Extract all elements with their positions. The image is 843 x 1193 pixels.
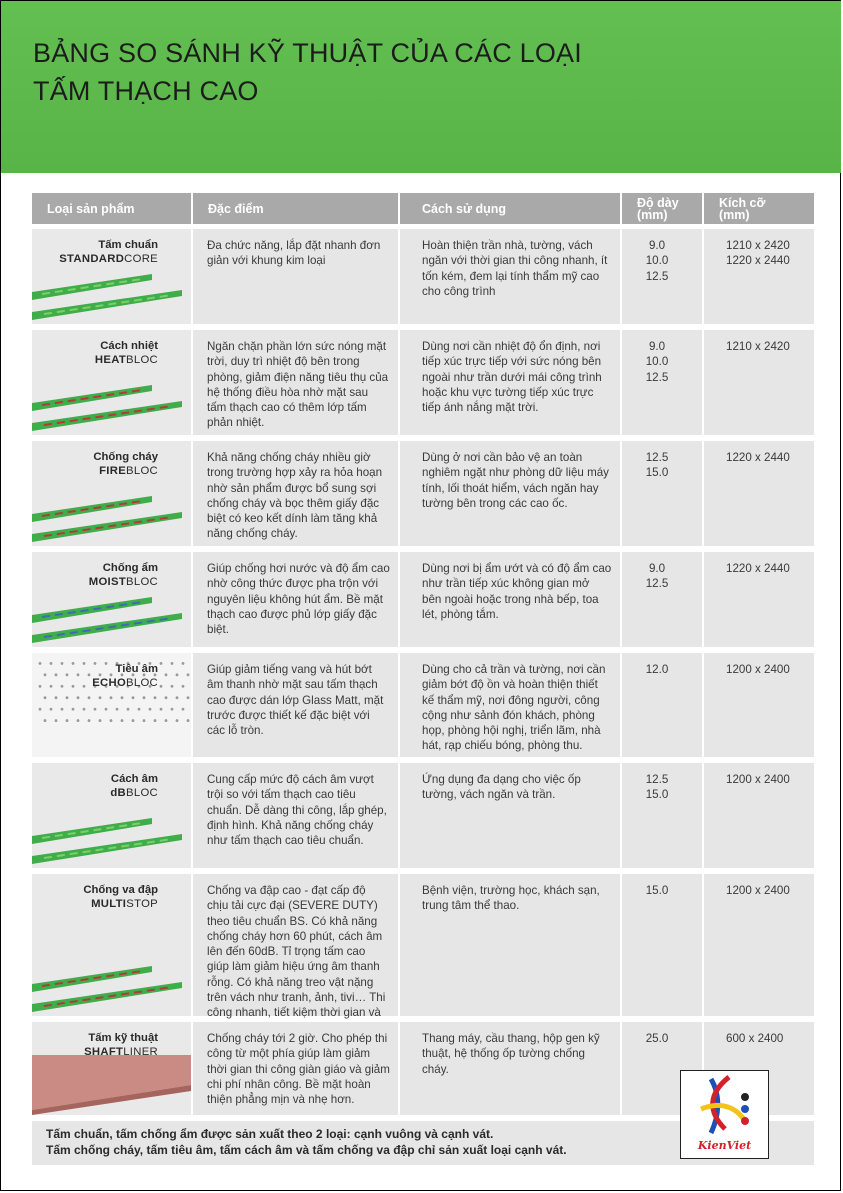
product-name xyxy=(32,772,158,800)
usage-cell: Dùng ở nơi cần bảo vệ an toàn nghiêm ngặt như phòng dữ liệu máy tính, lối thoát hiểm, vách ngăn hay tường bên trong các cao ốc. xyxy=(400,441,620,546)
thickness-cell xyxy=(622,229,702,324)
header-usage: Cách sử dụng xyxy=(400,193,620,224)
size-value: 600 x 2400 xyxy=(726,1032,784,1045)
thickness-value: 12.5 xyxy=(645,451,669,464)
product-code-bold: STANDARD xyxy=(59,253,125,265)
thickness-value: 25.0 xyxy=(645,1032,669,1045)
thickness-value: 12.0 xyxy=(645,663,669,676)
product-code-bold: FIRE xyxy=(99,465,127,477)
table-row xyxy=(32,330,814,435)
size-value: 1200 x 2400 xyxy=(726,773,790,786)
logo-mark-icon xyxy=(681,1071,768,1141)
product-code-bold: ECHO xyxy=(92,677,127,689)
product-code-bold: dB xyxy=(110,787,127,799)
product-name xyxy=(32,662,158,690)
thickness-cell xyxy=(622,874,702,1016)
size-cell xyxy=(704,229,814,324)
size-value: 1220 x 2440 xyxy=(726,254,790,268)
product-vn-name: Cách âm xyxy=(110,773,158,785)
header-thickness xyxy=(622,193,702,224)
table-row xyxy=(32,874,814,1020)
thickness-value: 12.5 xyxy=(645,370,669,384)
table-row xyxy=(32,552,814,647)
product-cell xyxy=(32,552,191,647)
thickness-cell xyxy=(622,653,702,757)
header-feature: Đặc điểm xyxy=(193,193,398,224)
product-code xyxy=(32,575,158,589)
board-illustration-icon xyxy=(32,1055,191,1115)
size-cell xyxy=(704,552,814,647)
table-row xyxy=(32,441,814,546)
product-vn-name: Tấm kỹ thuật xyxy=(88,1032,158,1044)
usage-cell: Hoàn thiện trần nhà, tường, vách ngăn với thời gian thi công nhanh, ít tốn kém, đem lại tính thẩm mỹ cao cho công trình xyxy=(400,229,620,324)
feature-cell: Chống va đập cao - đạt cấp độ chịu tải cực đại (SEVERE DUTY) theo tiêu chuẩn BS. Có khả năng chống cháy hơn 60 phút, cách âm lên đến 60dB. Tỉ trọng tấm cao giúp làm giảm hiệu ứng âm thanh rỗng. Có khả năng treo vật nặng trên vách như tranh, ảnh, tivi… Thi công nhanh, tiết kiệm thời gian và xyxy=(193,874,398,1016)
thickness-value: 15.0 xyxy=(645,788,669,802)
thickness-value: 15.0 xyxy=(645,884,669,897)
product-cell xyxy=(32,441,191,546)
feature-cell: Giúp giảm tiếng vang và hút bớt âm thanh nhờ mặt sau tấm thạch cao được dán lớp Glass Matt, mặt trước được thiết kế đặc biệt với các lỗ tròn. xyxy=(193,653,398,757)
size-value: 1200 x 2400 xyxy=(726,663,790,676)
product-vn-name: Tấm chuẩn xyxy=(98,239,158,251)
thickness-value: 9.0 xyxy=(648,340,666,353)
feature-cell: Ngăn chặn phần lớn sức nóng mặt trời, duy trì nhiệt độ bên trong phòng, giảm điện năng tiêu thụ của hệ thống điều hòa nhờ mặt sau tấm thạch cao có thêm lớp tấm phản nhiệt. xyxy=(193,330,398,435)
product-vn-name: Tiêu âm xyxy=(115,663,158,675)
product-name xyxy=(32,561,158,589)
table-row xyxy=(32,229,814,324)
board-illustration-icon xyxy=(32,587,191,647)
usage-cell: Dùng nơi cần nhiệt độ ổn định, nơi tiếp xúc trực tiếp với sức nóng bên ngoài như trần dưới mái công trình hoặc khu vực tường tiếp xúc trực tiếp ánh nắng mặt trời. xyxy=(400,330,620,435)
size-cell xyxy=(704,763,814,868)
header-size-l1: Kích cỡ xyxy=(719,196,766,210)
footnote-line-1: Tấm chuẩn, tấm chống ẩm được sản xuất theo 2 loại: cạnh vuông và cạnh vát. xyxy=(46,1127,494,1141)
header-thickness-l1: Độ dày xyxy=(637,196,679,210)
logo-text: KienViet xyxy=(697,1139,752,1152)
table-row xyxy=(32,653,814,757)
table-header xyxy=(32,193,814,224)
product-name xyxy=(32,1031,158,1059)
product-cell xyxy=(32,229,191,324)
product-code xyxy=(32,897,158,911)
table-row xyxy=(32,763,814,868)
usage-cell: Dùng cho cả trần và tường, nơi cần giảm bớt độ ồn và hoàn thiện thiết kế thẩm mỹ, nơi đông người, công cộng như sảnh đón khách, phòng họp, phòng hội nghị, triển lãm, nhà hát, rạp chiếu bóng, phòng thu. xyxy=(400,653,620,757)
thickness-cell xyxy=(622,441,702,546)
product-code-light: BLOC xyxy=(126,465,158,477)
product-cell xyxy=(32,330,191,435)
header-size-l2: (mm) xyxy=(719,208,750,222)
header-thickness-l2: (mm) xyxy=(637,208,668,222)
size-value: 1210 x 2420 xyxy=(726,340,790,353)
product-code xyxy=(32,252,158,266)
board-illustration-icon xyxy=(32,956,191,1016)
feature-cell: Đa chức năng, lắp đặt nhanh đơn giản với khung kim loại xyxy=(193,229,398,324)
board-illustration-icon xyxy=(32,264,191,324)
product-cell xyxy=(32,763,191,868)
header-size xyxy=(704,193,814,224)
thickness-cell xyxy=(622,763,702,868)
thickness-value: 12.5 xyxy=(645,269,669,283)
usage-cell: Thang máy, cầu thang, hộp gen kỹ thuật, hệ thống ốp tường chống cháy. xyxy=(400,1022,620,1115)
feature-cell: Cung cấp mức độ cách âm vượt trội so với tấm thạch cao tiêu chuẩn. Dễ dàng thi công, lắp ghép, định hình. Khả năng chống cháy như tấm thạch cao tiêu chuẩn. xyxy=(193,763,398,868)
page-title xyxy=(33,34,582,110)
product-vn-name: Chống ẩm xyxy=(102,562,158,574)
title-line-1: BẢNG SO SÁNH KỸ THUẬT CỦA CÁC LOẠI xyxy=(33,38,582,68)
product-code xyxy=(32,353,158,367)
title-line-2: TẤM THẠCH CAO xyxy=(33,76,259,106)
size-cell xyxy=(704,441,814,546)
product-code-light: STOP xyxy=(126,898,158,910)
thickness-value: 9.0 xyxy=(648,562,666,575)
size-cell xyxy=(704,653,814,757)
thickness-cell xyxy=(622,330,702,435)
product-code-bold: HEAT xyxy=(94,354,127,366)
size-value: 1210 x 2420 xyxy=(726,239,790,252)
thickness-value: 10.0 xyxy=(645,355,669,369)
product-vn-name: Cách nhiệt xyxy=(100,340,158,352)
product-name xyxy=(32,339,158,367)
product-code-light: BLOC xyxy=(126,677,158,689)
product-code-light: LINER xyxy=(123,1046,158,1058)
board-illustration-icon xyxy=(32,375,191,435)
product-name xyxy=(32,450,158,478)
product-cell xyxy=(32,653,191,757)
header-product: Loại sản phẩm xyxy=(32,193,191,224)
product-name xyxy=(32,238,158,266)
product-code-light: BLOC xyxy=(126,354,158,366)
usage-cell: Dùng nơi bị ẩm ướt và có độ ẩm cao như trần tiếp xúc không gian mở bên ngoài hoặc trong nhà bếp, toa lét, phòng tắm. xyxy=(400,552,620,647)
size-value: 1200 x 2400 xyxy=(726,884,790,897)
product-code-bold: SHAFT xyxy=(84,1046,124,1058)
product-vn-name: Chống va đập xyxy=(83,884,158,896)
thickness-cell xyxy=(622,552,702,647)
usage-cell: Ứng dụng đa dạng cho việc ốp tường, vách ngăn và trần. xyxy=(400,763,620,868)
product-code xyxy=(32,464,158,478)
product-name xyxy=(32,883,158,911)
board-illustration-icon xyxy=(32,808,191,868)
product-code-light: BLOC xyxy=(126,576,158,588)
feature-cell: Chống cháy tới 2 giờ. Cho phép thi công từ một phía giúp làm giảm thời gian thi công giàn giáo và giảm chi phí nhân công. Bề mặt hoàn thiện phẳng mịn và nhẹ hơn. xyxy=(193,1022,398,1115)
product-cell xyxy=(32,1022,191,1115)
usage-cell: Bệnh viện, trường học, khách sạn, trung tâm thể thao. xyxy=(400,874,620,1016)
product-code-light: BLOC xyxy=(126,787,158,799)
size-cell xyxy=(704,330,814,435)
size-value: 1220 x 2440 xyxy=(726,451,790,464)
thickness-value: 12.5 xyxy=(645,773,669,786)
thickness-value: 12.5 xyxy=(645,577,669,591)
footnote-line-2: Tấm chống cháy, tấm tiêu âm, tấm cách âm và tấm chống va đập chỉ sản xuất loại cạnh vát. xyxy=(46,1142,567,1157)
product-code xyxy=(32,676,158,690)
size-value: 1220 x 2440 xyxy=(726,562,790,575)
feature-cell: Khả năng chống cháy nhiều giờ trong trường hợp xảy ra hỏa hoạn nhờ sản phẩm được bổ sung sợi chống cháy và bọc thêm giấy đặc biệt có keo kết dính làm tăng khả năng chống cháy. xyxy=(193,441,398,546)
kienviet-logo xyxy=(680,1070,769,1159)
product-code-bold: MOIST xyxy=(88,576,127,588)
product-cell xyxy=(32,874,191,1016)
thickness-value: 15.0 xyxy=(645,466,669,480)
thickness-value: 10.0 xyxy=(645,254,669,268)
product-vn-name: Chống cháy xyxy=(93,451,158,463)
title-banner xyxy=(1,1,841,173)
product-code xyxy=(32,786,158,800)
thickness-value: 9.0 xyxy=(648,239,666,252)
product-code-bold: MULTI xyxy=(91,898,127,910)
product-code-light: CORE xyxy=(124,253,158,265)
size-cell xyxy=(704,874,814,1016)
board-illustration-icon xyxy=(32,486,191,546)
feature-cell: Giúp chống hơi nước và độ ẩm cao nhờ công thức được pha trộn với nguyên liệu không hút ẩm. Bề mặt thạch cao được phủ lớp giấy đặc biệt. xyxy=(193,552,398,647)
product-code xyxy=(32,1045,158,1059)
